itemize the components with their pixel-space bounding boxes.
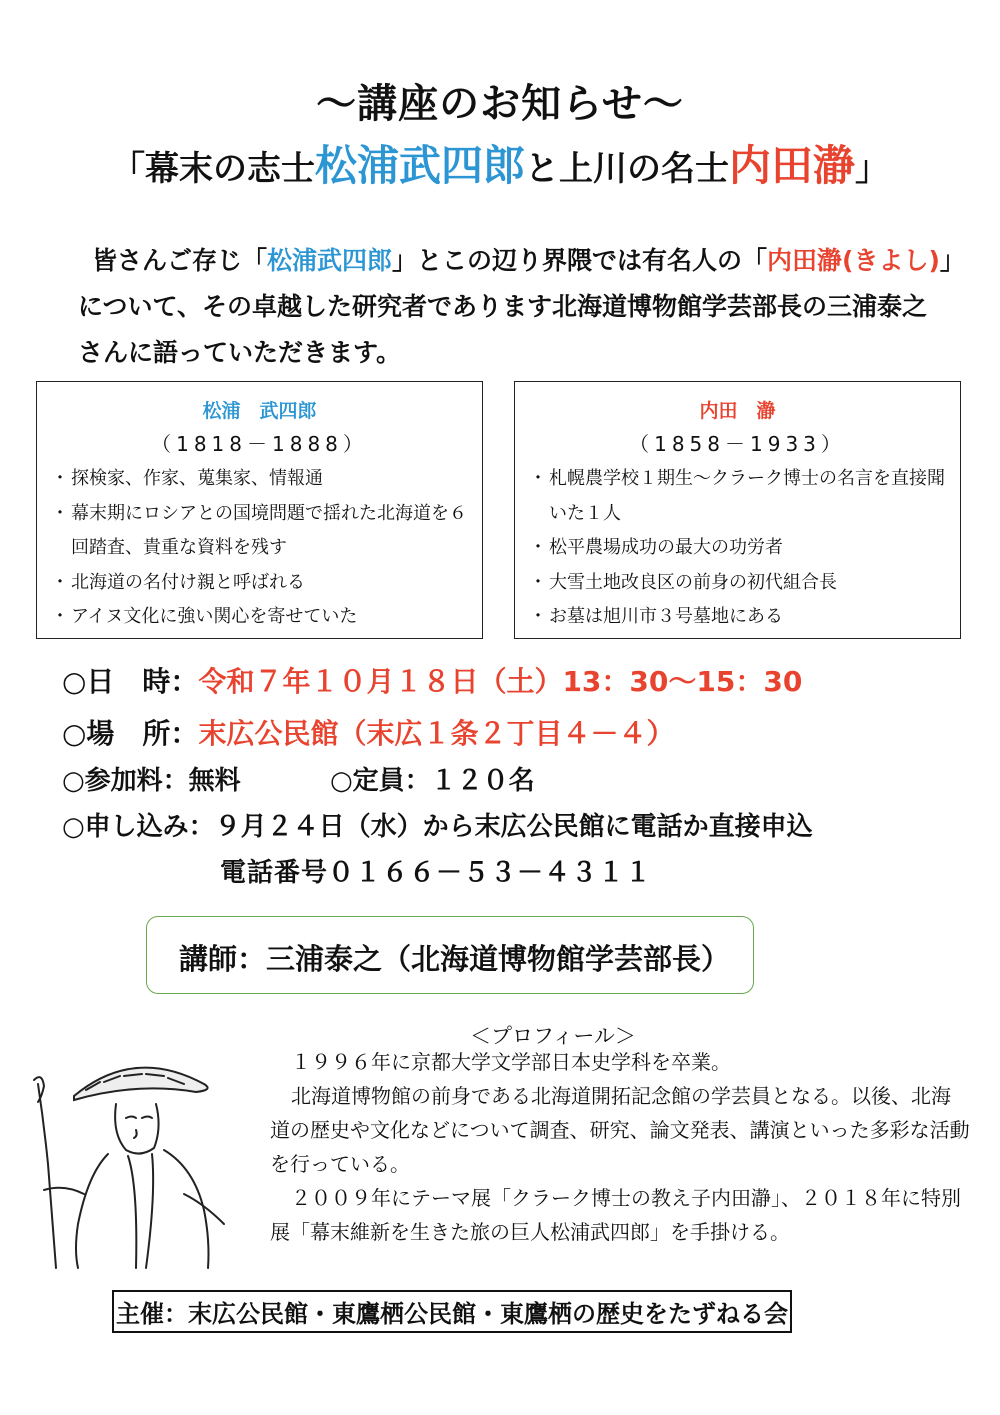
- intro-text: 皆さんご存じ「: [92, 246, 268, 275]
- list-item-text: 札幌農学校１期生～クラーク博士の名言を直接聞いた１人: [549, 468, 945, 524]
- list-item-text: 探検家、作家、蒐集家、情報通: [71, 468, 323, 489]
- lecturer-text: 講師：三浦泰之（北海道博物館学芸部長）: [179, 942, 731, 976]
- matsuura-portrait-illustration: [24, 1044, 254, 1270]
- place-label: ○場 所：: [62, 717, 199, 750]
- profile-text: [270, 1045, 970, 1249]
- info-place: [62, 712, 674, 752]
- intro-line-1: [78, 238, 978, 284]
- lecture-title: [0, 133, 1000, 193]
- title-part1: 幕末の志士: [144, 149, 315, 189]
- profile-paragraph-1: １９９６年に京都大学文学部日本史学科を卒業。: [291, 1050, 731, 1074]
- intro-name-matsuura: 松浦武四郎: [267, 246, 393, 275]
- intro-line-3: さんに語っていただきます。: [78, 338, 402, 367]
- info-fee: ○参加料：無料: [62, 766, 241, 796]
- box-name: 内田 瀞: [699, 400, 776, 422]
- list-item-text: お墓は旭川市３号墓地にある: [549, 606, 783, 627]
- list-item: [529, 462, 952, 531]
- list-item-text: 幕末期にロシアとの国境問題で揺れた北海道を６回踏査、貴重な資料を残す: [71, 502, 467, 558]
- bullet: ・: [51, 606, 69, 627]
- profile-paragraph-2: 北海道博物館の前身である北海道開拓記念館の学芸員となる。以後、北海道の歴史や文化などについて調査、研究、論文発表、講演といった多彩な活動を行っている。: [270, 1084, 970, 1176]
- list-item: [529, 600, 952, 635]
- bullet: ・: [529, 468, 547, 489]
- info-phone: 電話番号０１６６－５３－４３１１: [220, 858, 653, 888]
- profile-title: ＜プロフィール＞: [470, 1024, 636, 1048]
- list-item: [51, 600, 474, 635]
- info-capacity: ○定員：１２０名: [330, 766, 535, 796]
- bullet: ・: [51, 502, 69, 524]
- list-item-text: 大雪土地改良区の前身の初代組合長: [549, 571, 837, 593]
- intro-text: 」とこの辺り界隈では有名人の「: [392, 246, 768, 275]
- title-open: 「: [110, 149, 145, 189]
- profile-box-matsuura: [36, 381, 483, 639]
- sponsor: 主催：末広公民館・東鷹栖公民館・東鷹栖の歴史をたずねる会: [112, 1290, 792, 1333]
- box-years: （1818－1888）: [151, 432, 368, 456]
- list-item-text: 松平農場成功の最大の功労者: [549, 537, 783, 558]
- title-name-matsuura: 松浦武四郎: [314, 141, 525, 190]
- bullet: ・: [529, 571, 547, 593]
- profile-box-uchida: [514, 381, 961, 639]
- info-date: [62, 660, 802, 700]
- list-item: [51, 566, 474, 601]
- title-name-uchida: 内田瀞: [729, 141, 856, 190]
- box-years: （1858－1933）: [629, 432, 846, 456]
- intro-name-uchida: 内田瀞(きよし): [767, 246, 940, 275]
- bullet: ・: [529, 606, 547, 627]
- list-item: [529, 566, 952, 601]
- list-item-text: アイヌ文化に強い関心を寄せていた: [71, 606, 358, 627]
- bullet: ・: [529, 537, 547, 558]
- intro-paragraph: [78, 238, 978, 376]
- list-item: [51, 462, 474, 497]
- date-value: 令和７年１０月１８日（土）13：30～15：30: [198, 665, 803, 698]
- bullet: ・: [51, 571, 69, 593]
- box-list: [529, 462, 952, 635]
- profile-paragraph-3: ２００９年にテーマ展「クラーク博士の教え子内田瀞」、２０１８年に特別展「幕末維新を生きた旅の巨人松浦武四郎」を手掛ける。: [270, 1186, 961, 1244]
- info-apply: ○申し込み：９月２４日（水）から末広公民館に電話か直接申込: [62, 812, 813, 842]
- list-item-text: 北海道の名付け親と呼ばれる: [71, 571, 305, 593]
- intro-text: 」: [939, 246, 965, 275]
- title-part2: と上川の名士: [525, 149, 729, 189]
- title-close: 」: [855, 149, 890, 189]
- box-list: [51, 462, 474, 635]
- list-item: [529, 531, 952, 566]
- list-item: [51, 497, 474, 566]
- intro-line-2: について、その卓越した研究者であります北海道博物館学芸部長の三浦泰之: [78, 292, 928, 321]
- bullet: ・: [51, 468, 69, 489]
- notice-heading: ～講座のお知らせ～: [316, 81, 684, 127]
- place-value: 末広公民館（末広１条２丁目４－４）: [198, 717, 675, 750]
- lecturer-box: [146, 916, 754, 994]
- date-label: ○日 時：: [62, 665, 199, 698]
- box-name: 松浦 武四郎: [202, 400, 317, 422]
